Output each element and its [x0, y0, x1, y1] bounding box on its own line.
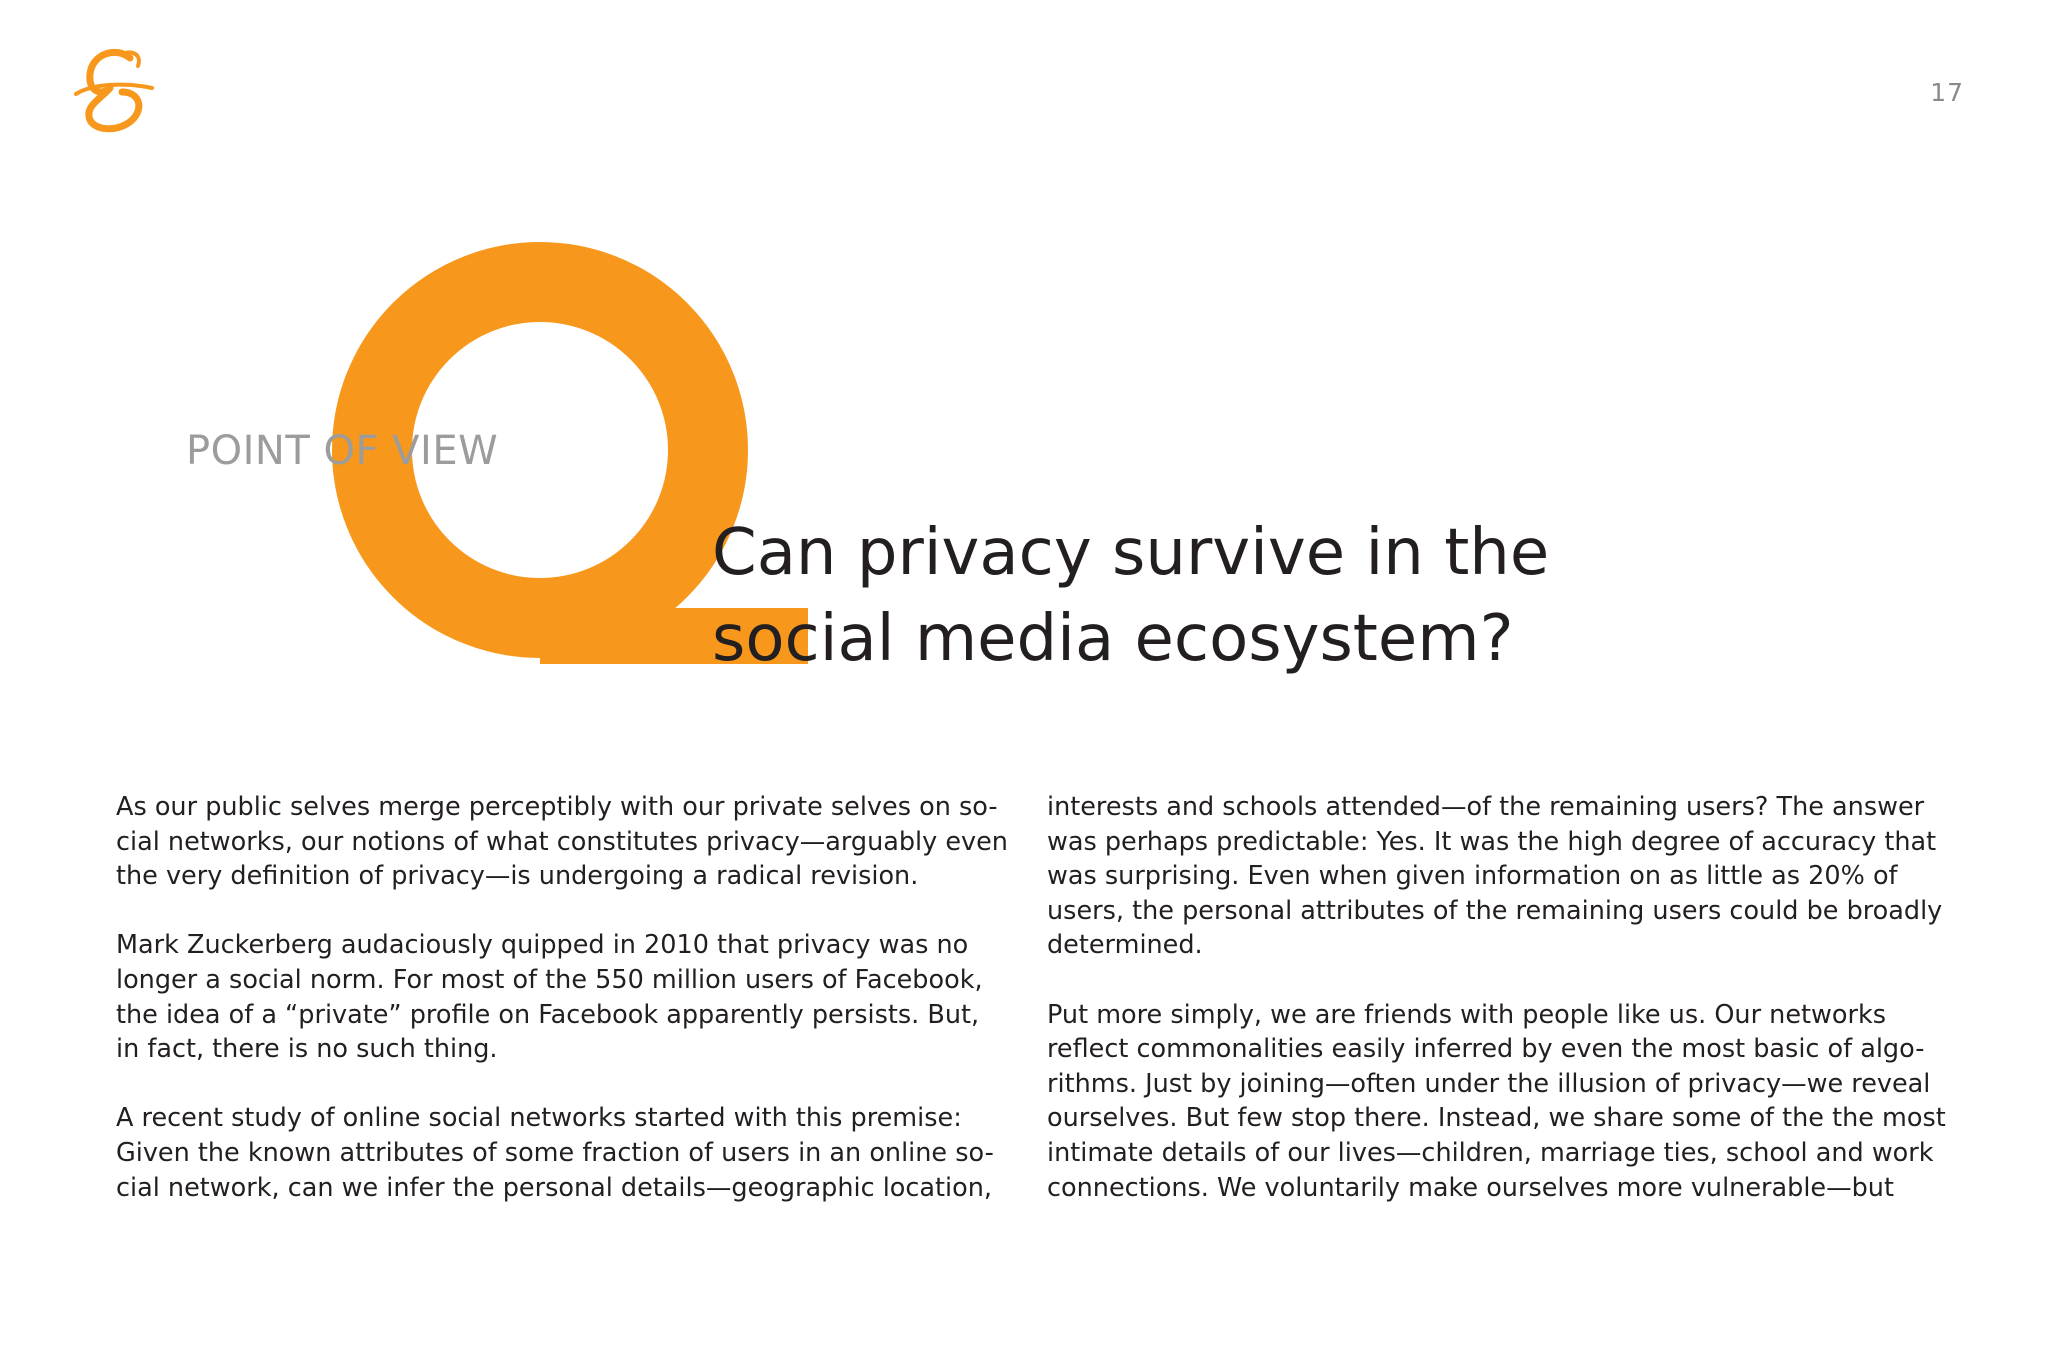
page-number: 17	[1930, 78, 1964, 107]
text-line: ourselves. But few stop there. Instead, we share some of the the most	[1047, 1103, 1946, 1134]
text-line: Put more simply, we are friends with people like us. Our networks	[1047, 999, 1886, 1030]
text-line: Given the known attributes of some fraction of users in an online so-	[116, 1137, 994, 1168]
text-line: rithms. Just by joining—often under the illusion of privacy—we reveal	[1047, 1068, 1931, 1099]
body-column-left	[116, 790, 1006, 1240]
text-line: reflect commonalities easily inferred by even the most basic of algo-	[1047, 1034, 1925, 1065]
paragraph	[116, 1101, 1006, 1205]
text-line: determined.	[1047, 930, 1203, 961]
text-line: was surprising. Even when given information on as little as 20% of	[1047, 861, 1898, 892]
text-line: the very definition of privacy—is undergoing a radical revision.	[116, 861, 919, 892]
text-line: was perhaps predictable: Yes. It was the high degree of accuracy that	[1047, 826, 1937, 857]
text-line: interests and schools attended—of the remaining users? The answer	[1047, 792, 1925, 822]
headline-line: social media ecosystem?	[712, 602, 1514, 676]
body-column-right	[1047, 790, 1946, 1240]
text-line: connections. We voluntarily make ourselves more vulnerable—but	[1047, 1172, 1894, 1203]
orange-script-c-logo-icon	[72, 44, 156, 134]
text-line: the idea of a “private” profile on Facebook apparently persists. But,	[116, 999, 980, 1030]
paragraph	[1047, 790, 1943, 963]
text-line: longer a social norm. For most of the 550 million users of Facebook,	[116, 964, 983, 995]
section-label: POINT OF VIEW	[186, 428, 499, 474]
text-line: in fact, there is no such thing.	[116, 1034, 498, 1065]
text-line: cial network, can we infer the personal details—geographic location,	[116, 1172, 993, 1203]
text-line: As our public selves merge perceptibly with our private selves on so-	[116, 792, 998, 822]
text-line: cial networks, our notions of what constitutes privacy—arguably even	[116, 826, 1008, 857]
text-line: Mark Zuckerberg audaciously quipped in 2010 that privacy was no	[116, 930, 969, 961]
page-title	[712, 510, 1712, 682]
text-line: A recent study of online social networks started with this premise:	[116, 1103, 962, 1134]
paragraph	[1047, 998, 1946, 1206]
paragraph	[116, 790, 1006, 894]
text-line: intimate details of our lives—children, marriage ties, school and work	[1047, 1137, 1934, 1168]
text-line: users, the personal attributes of the remaining users could be broadly	[1047, 895, 1943, 926]
headline-line: Can privacy survive in the	[712, 516, 1550, 590]
paragraph	[116, 928, 1006, 1066]
